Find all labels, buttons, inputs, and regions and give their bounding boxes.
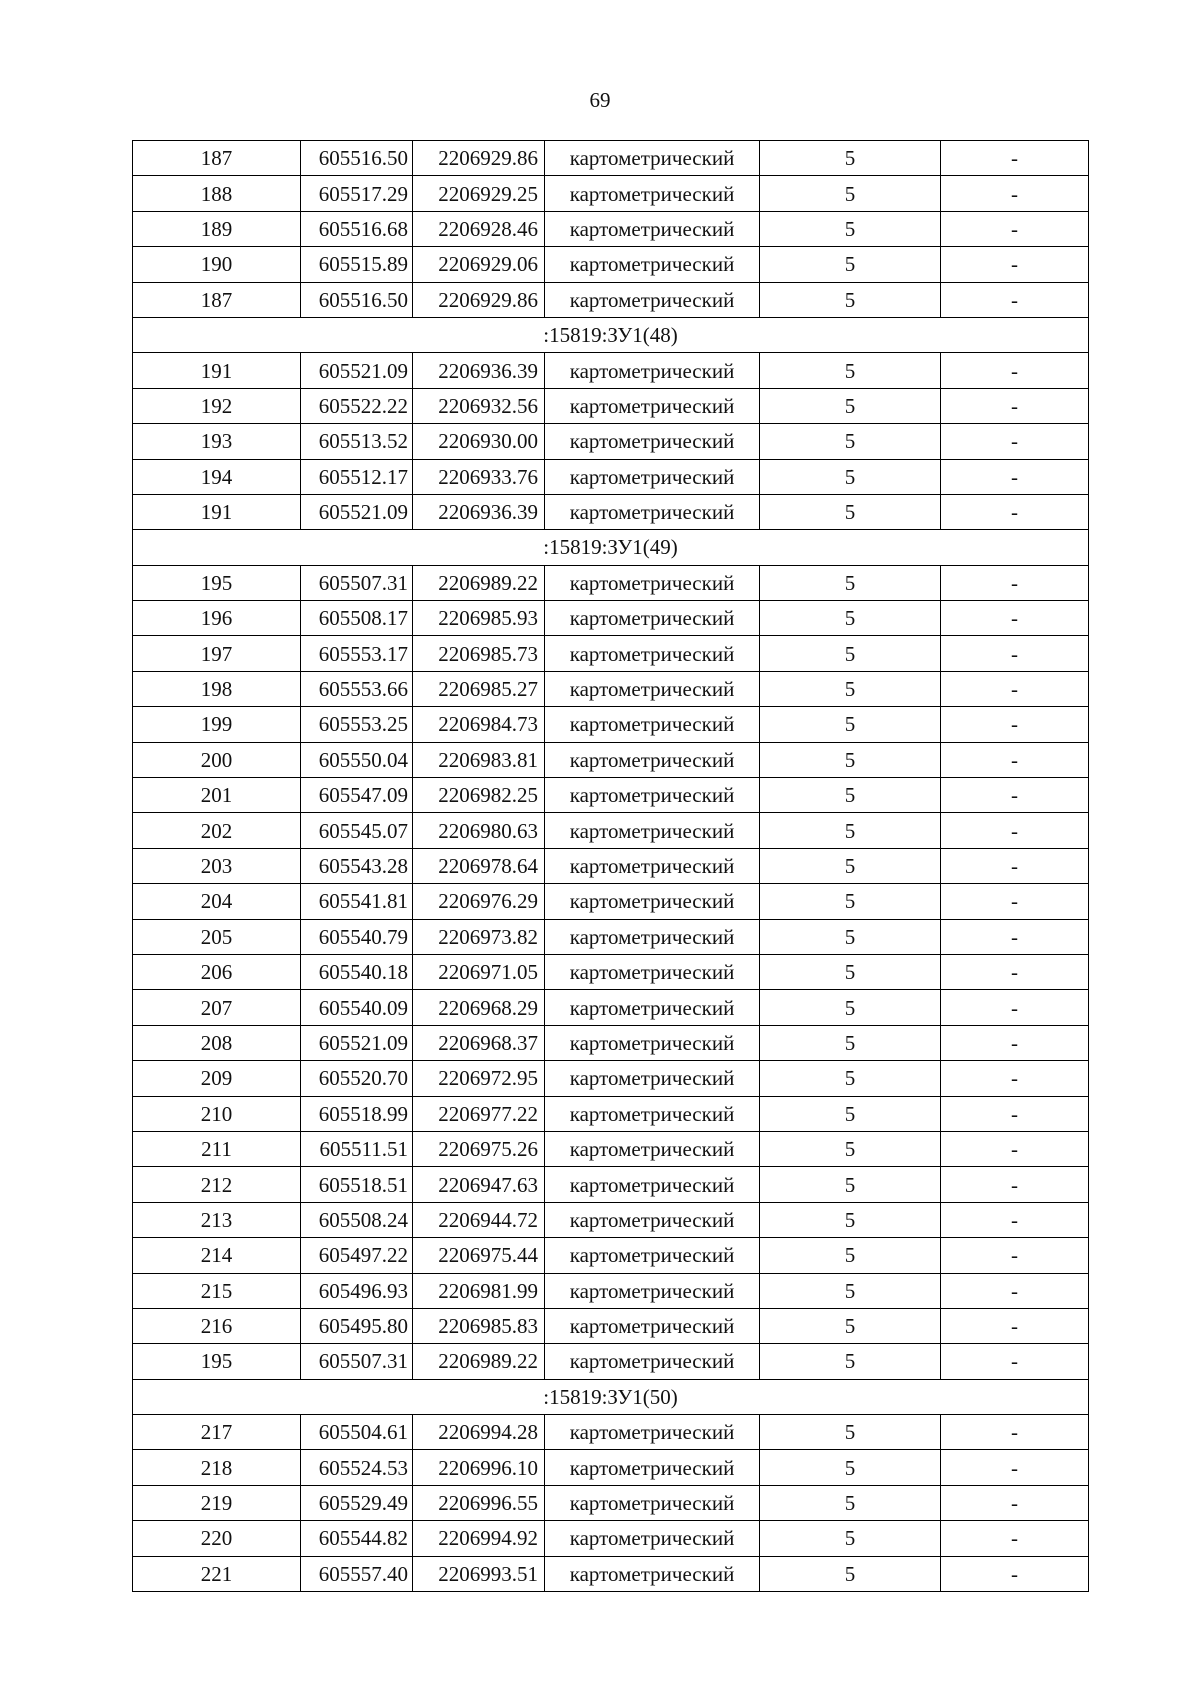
x-coordinate-cell: 605516.68: [301, 211, 413, 246]
point-number-cell: 213: [133, 1202, 301, 1237]
table-row: [133, 494, 1089, 529]
table-row: [133, 813, 1089, 848]
x-coordinate-cell: 605512.17: [301, 459, 413, 494]
x-coordinate-cell: 605516.50: [301, 141, 413, 176]
table-row: [133, 424, 1089, 459]
y-coordinate-cell: 2206936.39: [413, 353, 545, 388]
table-row: [133, 1238, 1089, 1273]
x-coordinate-cell: 605518.51: [301, 1167, 413, 1202]
accuracy-cell: 5: [760, 353, 941, 388]
x-coordinate-cell: 605521.09: [301, 353, 413, 388]
description-cell: -: [941, 884, 1089, 919]
y-coordinate-cell: 2206929.25: [413, 176, 545, 211]
description-cell: -: [941, 742, 1089, 777]
description-cell: -: [941, 813, 1089, 848]
method-cell: картометрический: [545, 1096, 760, 1131]
method-cell: картометрический: [545, 1238, 760, 1273]
method-cell: картометрический: [545, 742, 760, 777]
description-cell: -: [941, 990, 1089, 1025]
accuracy-cell: 5: [760, 1096, 941, 1131]
method-cell: картометрический: [545, 778, 760, 813]
method-cell: картометрический: [545, 601, 760, 636]
method-cell: картометрический: [545, 282, 760, 317]
point-number-cell: 188: [133, 176, 301, 211]
table-row: [133, 1273, 1089, 1308]
description-cell: -: [941, 636, 1089, 671]
accuracy-cell: 5: [760, 1521, 941, 1556]
table-row: [133, 778, 1089, 813]
table-row: [133, 388, 1089, 423]
section-label: :15819:ЗУ1(50): [133, 1379, 1089, 1414]
accuracy-cell: 5: [760, 601, 941, 636]
method-cell: картометрический: [545, 1415, 760, 1450]
accuracy-cell: 5: [760, 282, 941, 317]
accuracy-cell: 5: [760, 742, 941, 777]
method-cell: картометрический: [545, 247, 760, 282]
table-row: [133, 1061, 1089, 1096]
y-coordinate-cell: 2206944.72: [413, 1202, 545, 1237]
method-cell: картометрический: [545, 1167, 760, 1202]
table-row: [133, 1096, 1089, 1131]
x-coordinate-cell: 605529.49: [301, 1485, 413, 1520]
point-number-cell: 220: [133, 1521, 301, 1556]
x-coordinate-cell: 605543.28: [301, 848, 413, 883]
point-number-cell: 204: [133, 884, 301, 919]
accuracy-cell: 5: [760, 636, 941, 671]
method-cell: картометрический: [545, 1485, 760, 1520]
x-coordinate-cell: 605541.81: [301, 884, 413, 919]
table-row: [133, 742, 1089, 777]
method-cell: картометрический: [545, 1202, 760, 1237]
y-coordinate-cell: 2206985.83: [413, 1308, 545, 1343]
y-coordinate-cell: 2206975.44: [413, 1238, 545, 1273]
table-row: [133, 353, 1089, 388]
point-number-cell: 211: [133, 1131, 301, 1166]
accuracy-cell: 5: [760, 1273, 941, 1308]
point-number-cell: 191: [133, 494, 301, 529]
method-cell: картометрический: [545, 1308, 760, 1343]
y-coordinate-cell: 2206929.86: [413, 141, 545, 176]
accuracy-cell: 5: [760, 954, 941, 989]
method-cell: картометрический: [545, 388, 760, 423]
accuracy-cell: 5: [760, 1238, 941, 1273]
point-number-cell: 208: [133, 1025, 301, 1060]
method-cell: картометрический: [545, 459, 760, 494]
description-cell: -: [941, 565, 1089, 600]
table-row: [133, 1485, 1089, 1520]
y-coordinate-cell: 2206976.29: [413, 884, 545, 919]
y-coordinate-cell: 2206932.56: [413, 388, 545, 423]
description-cell: -: [941, 1415, 1089, 1450]
method-cell: картометрический: [545, 211, 760, 246]
method-cell: картометрический: [545, 636, 760, 671]
description-cell: -: [941, 1061, 1089, 1096]
accuracy-cell: 5: [760, 141, 941, 176]
method-cell: картометрический: [545, 1450, 760, 1485]
description-cell: -: [941, 954, 1089, 989]
method-cell: картометрический: [545, 1344, 760, 1379]
method-cell: картометрический: [545, 919, 760, 954]
table-row: [133, 1308, 1089, 1343]
section-header-row: [133, 1379, 1089, 1414]
table-row: [133, 1131, 1089, 1166]
method-cell: картометрический: [545, 565, 760, 600]
y-coordinate-cell: 2206983.81: [413, 742, 545, 777]
x-coordinate-cell: 605511.51: [301, 1131, 413, 1166]
accuracy-cell: 5: [760, 494, 941, 529]
x-coordinate-cell: 605522.22: [301, 388, 413, 423]
accuracy-cell: 5: [760, 565, 941, 600]
y-coordinate-cell: 2206971.05: [413, 954, 545, 989]
method-cell: картометрический: [545, 990, 760, 1025]
accuracy-cell: 5: [760, 1415, 941, 1450]
table-row: [133, 247, 1089, 282]
description-cell: -: [941, 282, 1089, 317]
description-cell: -: [941, 707, 1089, 742]
table-row: [133, 1556, 1089, 1591]
accuracy-cell: 5: [760, 388, 941, 423]
accuracy-cell: 5: [760, 1131, 941, 1166]
table-row: [133, 565, 1089, 600]
table-row: [133, 1202, 1089, 1237]
y-coordinate-cell: 2206930.00: [413, 424, 545, 459]
x-coordinate-cell: 605507.31: [301, 565, 413, 600]
y-coordinate-cell: 2206947.63: [413, 1167, 545, 1202]
y-coordinate-cell: 2206993.51: [413, 1556, 545, 1591]
y-coordinate-cell: 2206929.86: [413, 282, 545, 317]
page-number: 69: [589, 88, 611, 112]
y-coordinate-cell: 2206984.73: [413, 707, 545, 742]
description-cell: -: [941, 388, 1089, 423]
x-coordinate-cell: 605547.09: [301, 778, 413, 813]
y-coordinate-cell: 2206977.22: [413, 1096, 545, 1131]
accuracy-cell: 5: [760, 671, 941, 706]
point-number-cell: 206: [133, 954, 301, 989]
table-row: [133, 1450, 1089, 1485]
description-cell: -: [941, 1308, 1089, 1343]
y-coordinate-cell: 2206933.76: [413, 459, 545, 494]
y-coordinate-cell: 2206994.92: [413, 1521, 545, 1556]
accuracy-cell: 5: [760, 1485, 941, 1520]
point-number-cell: 200: [133, 742, 301, 777]
table-row: [133, 1025, 1089, 1060]
table-row: [133, 990, 1089, 1025]
y-coordinate-cell: 2206975.26: [413, 1131, 545, 1166]
accuracy-cell: 5: [760, 247, 941, 282]
description-cell: -: [941, 1273, 1089, 1308]
accuracy-cell: 5: [760, 459, 941, 494]
y-coordinate-cell: 2206985.73: [413, 636, 545, 671]
method-cell: картометрический: [545, 1061, 760, 1096]
y-coordinate-cell: 2206996.10: [413, 1450, 545, 1485]
method-cell: картометрический: [545, 884, 760, 919]
method-cell: картометрический: [545, 141, 760, 176]
point-number-cell: 195: [133, 565, 301, 600]
accuracy-cell: 5: [760, 707, 941, 742]
x-coordinate-cell: 605540.18: [301, 954, 413, 989]
table-row: [133, 848, 1089, 883]
table-row: [133, 601, 1089, 636]
x-coordinate-cell: 605553.66: [301, 671, 413, 706]
method-cell: картометрический: [545, 1025, 760, 1060]
description-cell: -: [941, 1096, 1089, 1131]
description-cell: -: [941, 141, 1089, 176]
x-coordinate-cell: 605513.52: [301, 424, 413, 459]
y-coordinate-cell: 2206985.93: [413, 601, 545, 636]
description-cell: -: [941, 1025, 1089, 1060]
description-cell: -: [941, 601, 1089, 636]
description-cell: -: [941, 1344, 1089, 1379]
description-cell: -: [941, 1202, 1089, 1237]
x-coordinate-cell: 605540.09: [301, 990, 413, 1025]
description-cell: -: [941, 1485, 1089, 1520]
x-coordinate-cell: 605504.61: [301, 1415, 413, 1450]
x-coordinate-cell: 605550.04: [301, 742, 413, 777]
table-row: [133, 671, 1089, 706]
x-coordinate-cell: 605508.17: [301, 601, 413, 636]
point-number-cell: 218: [133, 1450, 301, 1485]
x-coordinate-cell: 605524.53: [301, 1450, 413, 1485]
description-cell: -: [941, 353, 1089, 388]
point-number-cell: 191: [133, 353, 301, 388]
coordinates-table: [132, 140, 1089, 1592]
method-cell: картометрический: [545, 954, 760, 989]
description-cell: -: [941, 1450, 1089, 1485]
table-row: [133, 954, 1089, 989]
description-cell: -: [941, 176, 1089, 211]
method-cell: картометрический: [545, 176, 760, 211]
point-number-cell: 196: [133, 601, 301, 636]
point-number-cell: 189: [133, 211, 301, 246]
x-coordinate-cell: 605557.40: [301, 1556, 413, 1591]
point-number-cell: 212: [133, 1167, 301, 1202]
description-cell: -: [941, 778, 1089, 813]
accuracy-cell: 5: [760, 990, 941, 1025]
table-row: [133, 636, 1089, 671]
table-row: [133, 459, 1089, 494]
accuracy-cell: 5: [760, 1450, 941, 1485]
section-label: :15819:ЗУ1(49): [133, 530, 1089, 565]
point-number-cell: 210: [133, 1096, 301, 1131]
accuracy-cell: 5: [760, 1025, 941, 1060]
table-row: [133, 282, 1089, 317]
accuracy-cell: 5: [760, 1344, 941, 1379]
description-cell: -: [941, 211, 1089, 246]
point-number-cell: 219: [133, 1485, 301, 1520]
section-label: :15819:ЗУ1(48): [133, 317, 1089, 352]
section-header-row: [133, 530, 1089, 565]
method-cell: картометрический: [545, 1556, 760, 1591]
y-coordinate-cell: 2206936.39: [413, 494, 545, 529]
accuracy-cell: 5: [760, 1308, 941, 1343]
accuracy-cell: 5: [760, 884, 941, 919]
point-number-cell: 193: [133, 424, 301, 459]
description-cell: -: [941, 494, 1089, 529]
point-number-cell: 199: [133, 707, 301, 742]
point-number-cell: 194: [133, 459, 301, 494]
x-coordinate-cell: 605496.93: [301, 1273, 413, 1308]
accuracy-cell: 5: [760, 211, 941, 246]
description-cell: -: [941, 1167, 1089, 1202]
description-cell: -: [941, 671, 1089, 706]
y-coordinate-cell: 2206982.25: [413, 778, 545, 813]
x-coordinate-cell: 605553.17: [301, 636, 413, 671]
accuracy-cell: 5: [760, 848, 941, 883]
x-coordinate-cell: 605515.89: [301, 247, 413, 282]
x-coordinate-cell: 605508.24: [301, 1202, 413, 1237]
x-coordinate-cell: 605497.22: [301, 1238, 413, 1273]
description-cell: -: [941, 919, 1089, 954]
accuracy-cell: 5: [760, 176, 941, 211]
x-coordinate-cell: 605517.29: [301, 176, 413, 211]
x-coordinate-cell: 605540.79: [301, 919, 413, 954]
x-coordinate-cell: 605553.25: [301, 707, 413, 742]
y-coordinate-cell: 2206928.46: [413, 211, 545, 246]
accuracy-cell: 5: [760, 1556, 941, 1591]
y-coordinate-cell: 2206989.22: [413, 1344, 545, 1379]
x-coordinate-cell: 605518.99: [301, 1096, 413, 1131]
description-cell: -: [941, 1521, 1089, 1556]
x-coordinate-cell: 605521.09: [301, 494, 413, 529]
y-coordinate-cell: 2206973.82: [413, 919, 545, 954]
point-number-cell: 198: [133, 671, 301, 706]
point-number-cell: 201: [133, 778, 301, 813]
accuracy-cell: 5: [760, 813, 941, 848]
section-header-row: [133, 317, 1089, 352]
accuracy-cell: 5: [760, 1202, 941, 1237]
description-cell: -: [941, 424, 1089, 459]
x-coordinate-cell: 605516.50: [301, 282, 413, 317]
x-coordinate-cell: 605520.70: [301, 1061, 413, 1096]
description-cell: -: [941, 1131, 1089, 1166]
point-number-cell: 216: [133, 1308, 301, 1343]
y-coordinate-cell: 2206989.22: [413, 565, 545, 600]
y-coordinate-cell: 2206985.27: [413, 671, 545, 706]
method-cell: картометрический: [545, 1273, 760, 1308]
accuracy-cell: 5: [760, 1061, 941, 1096]
x-coordinate-cell: 605545.07: [301, 813, 413, 848]
y-coordinate-cell: 2206968.37: [413, 1025, 545, 1060]
point-number-cell: 197: [133, 636, 301, 671]
table-row: [133, 1344, 1089, 1379]
table-row: [133, 919, 1089, 954]
point-number-cell: 207: [133, 990, 301, 1025]
description-cell: -: [941, 1556, 1089, 1591]
x-coordinate-cell: 605495.80: [301, 1308, 413, 1343]
description-cell: -: [941, 459, 1089, 494]
table-row: [133, 211, 1089, 246]
method-cell: картометрический: [545, 707, 760, 742]
point-number-cell: 190: [133, 247, 301, 282]
table-row: [133, 1167, 1089, 1202]
method-cell: картометрический: [545, 1131, 760, 1166]
method-cell: картометрический: [545, 353, 760, 388]
method-cell: картометрический: [545, 671, 760, 706]
point-number-cell: 209: [133, 1061, 301, 1096]
method-cell: картометрический: [545, 813, 760, 848]
point-number-cell: 214: [133, 1238, 301, 1273]
point-number-cell: 203: [133, 848, 301, 883]
accuracy-cell: 5: [760, 1167, 941, 1202]
y-coordinate-cell: 2206972.95: [413, 1061, 545, 1096]
method-cell: картометрический: [545, 424, 760, 459]
x-coordinate-cell: 605507.31: [301, 1344, 413, 1379]
table-row: [133, 1521, 1089, 1556]
y-coordinate-cell: 2206994.28: [413, 1415, 545, 1450]
accuracy-cell: 5: [760, 778, 941, 813]
accuracy-cell: 5: [760, 424, 941, 459]
point-number-cell: 215: [133, 1273, 301, 1308]
y-coordinate-cell: 2206996.55: [413, 1485, 545, 1520]
y-coordinate-cell: 2206929.06: [413, 247, 545, 282]
table-row: [133, 141, 1089, 176]
coordinates-table-body: [133, 141, 1089, 1592]
point-number-cell: 202: [133, 813, 301, 848]
point-number-cell: 192: [133, 388, 301, 423]
description-cell: -: [941, 848, 1089, 883]
table-row: [133, 1415, 1089, 1450]
method-cell: картометрический: [545, 1521, 760, 1556]
table-row: [133, 884, 1089, 919]
point-number-cell: 205: [133, 919, 301, 954]
description-cell: -: [941, 1238, 1089, 1273]
point-number-cell: 217: [133, 1415, 301, 1450]
x-coordinate-cell: 605521.09: [301, 1025, 413, 1060]
y-coordinate-cell: 2206980.63: [413, 813, 545, 848]
table-row: [133, 176, 1089, 211]
description-cell: -: [941, 247, 1089, 282]
method-cell: картометрический: [545, 848, 760, 883]
y-coordinate-cell: 2206981.99: [413, 1273, 545, 1308]
accuracy-cell: 5: [760, 919, 941, 954]
y-coordinate-cell: 2206978.64: [413, 848, 545, 883]
x-coordinate-cell: 605544.82: [301, 1521, 413, 1556]
point-number-cell: 187: [133, 141, 301, 176]
point-number-cell: 187: [133, 282, 301, 317]
point-number-cell: 221: [133, 1556, 301, 1591]
method-cell: картометрический: [545, 494, 760, 529]
y-coordinate-cell: 2206968.29: [413, 990, 545, 1025]
point-number-cell: 195: [133, 1344, 301, 1379]
table-row: [133, 707, 1089, 742]
